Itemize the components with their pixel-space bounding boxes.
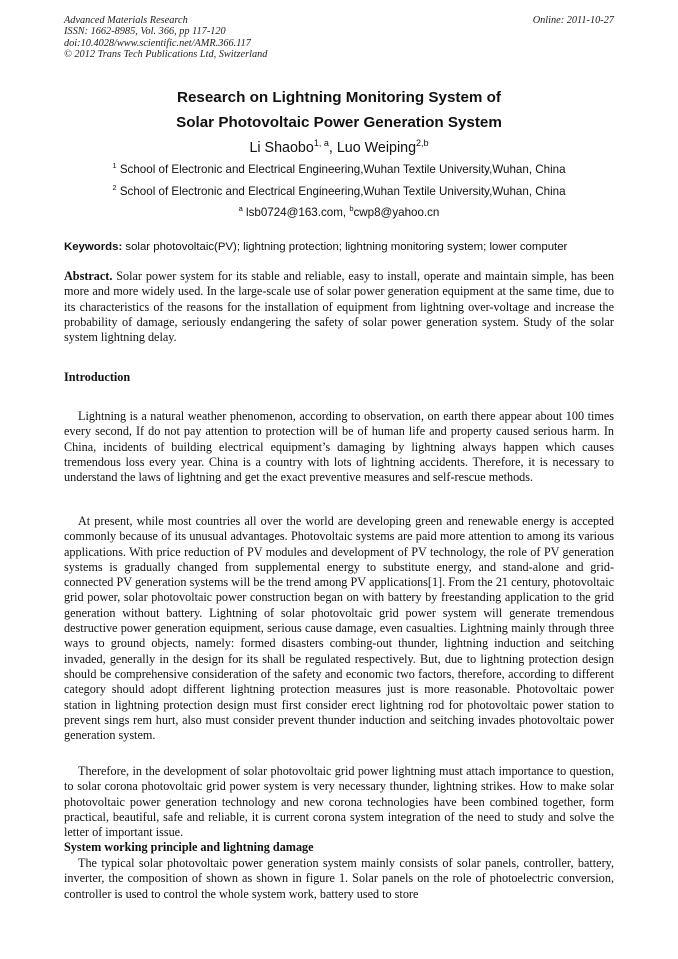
author-separator: , (328, 140, 337, 156)
section-heading-system-working: System working principle and lightning damage (64, 840, 314, 854)
affiliation-1-text: School of Electronic and Electrical Engineering,Wuhan Textile University,Wuhan, China (119, 163, 566, 176)
author-2-sup: 2,b (416, 138, 429, 148)
affiliation-1-number: 1 (112, 161, 117, 170)
intro-paragraph-2: At present, while most countries all over the world are developing green and renewable energy is accepted commonly because of its unusual advantages. Photovoltaic systems are paid more attention to among its various applications. With price reduction of PV modules and development of PV technology, the role of PV generation systems is gradually changed from supplemental energy to substitute energy, and stand-alone and grid-connected PV generation systems will be the trend among PV applications[1]. From the 21 century, photovoltaic grid power, solar photovoltaic power construction began on with battery by freestanding application to the grid generation without battery. Lightning of solar photovoltaic grid power system will generate tremendous destructive power generation equipment, serious cause damage, even casualties. Lightning mainly through three ways to ground objects, namely: formed disasters combing-out thunder, lightning induction and seitching invaded, generally in the design for its shall be regulated respectively. But, due to lightning protection design should be comprehensive consideration of the safety and economic two factors, therefore, according to different category should adopt different lightning protection measures just is more reasonable. Photovoltaic power station in lightning protection design must first consider erect lightning rod for photovoltaic power station to prevent sings rem hurt, also must consider prevent thunder induction and seitching invades photovoltaic power generation system. (64, 514, 614, 743)
paper-title-line-1: Research on Lightning Monitoring System of (176, 89, 501, 106)
author-1-sup: 1, a (313, 138, 329, 148)
keywords-line (64, 241, 624, 253)
keywords-text: solar photovoltaic(PV); lightning protection; lightning monitoring system; lower computer (125, 241, 568, 253)
author-list (0, 140, 678, 156)
abstract-paragraph (64, 269, 614, 345)
keywords-label: Keywords: (64, 241, 123, 253)
online-date: Online: 2011-10-27 (532, 15, 614, 26)
intro-paragraph-3: Therefore, in the development of solar photovoltaic grid power lightning must attach importance to question, to solar corona photovoltaic grid power system is very necessary thunder, lightning strikes. How to make solar photovoltaic power generation technology and new corona technologies have been combined together, form practical, beautiful, safe and reliable, it is current corona system integration of the need to study and solve the letter of important issue. (64, 764, 614, 840)
affiliation-2 (0, 185, 678, 198)
intro-paragraph-1: Lightning is a natural weather phenomenon, according to observation, on earth there appear about 100 times every second, If do not pay attention to protection will be of human life and property caused serious harm. In China, incidents of building electrical equipment’s damaging by lightning always happen which causes tremendous loss every year. China is a country with lots of lightning accidents. Therefore, it is necessary to understand the laws of lightning and get the exact preventive measures and self-rescue methods. (64, 409, 614, 485)
author-2-name: Luo Weiping (336, 140, 417, 156)
abstract-text: Solar power system for its stable and reliable, easy to install, operate and maintain simple, has been more and more widely used. In the large-scale use of solar power generation equipment at the same time, due to its characteristics of the reasons for the installation of equipment from lightning over-voltage and increase the probability of damage, seriously endangering the safety of solar power generation system. Study of the solar system lightning delay. (64, 269, 614, 345)
affiliation-2-text: School of Electronic and Electrical Engineering,Wuhan Textile University,Wuhan, China (119, 185, 566, 198)
email-a-mark: a (238, 204, 243, 213)
email-a: lsb0724@163.com, (246, 206, 350, 219)
email-line (0, 206, 678, 219)
section2-paragraph-1: The typical solar photovoltaic power generation system mainly consists of solar panels, controller, battery, inverter, the composition of shown as shown in figure 1. Solar panels on the role of photoelectric conversion, controller is used to control the whole system work, battery used to store (64, 856, 614, 901)
journal-name: Advanced Materials Research (64, 15, 188, 26)
doi-line: doi:10.4028/www.scientific.net/AMR.366.117 (64, 37, 251, 49)
email-b: cwp8@yahoo.cn (353, 206, 440, 219)
author-1-name: Li Shaobo (249, 140, 314, 156)
email-b-mark: b (349, 204, 354, 213)
issn-line: ISSN: 1662-8985, Vol. 366, pp 117-120 (64, 26, 226, 38)
introduction-heading: Introduction (64, 370, 131, 384)
affiliation-2-number: 2 (112, 183, 117, 192)
abstract-label: Abstract. (64, 269, 113, 283)
copyright-line: © 2012 Trans Tech Publications Ltd, Switzerland (64, 49, 268, 61)
affiliation-1 (0, 163, 678, 176)
journal-header (64, 15, 267, 61)
paper-title-line-2: Solar Photovoltaic Power Generation System (176, 114, 502, 131)
